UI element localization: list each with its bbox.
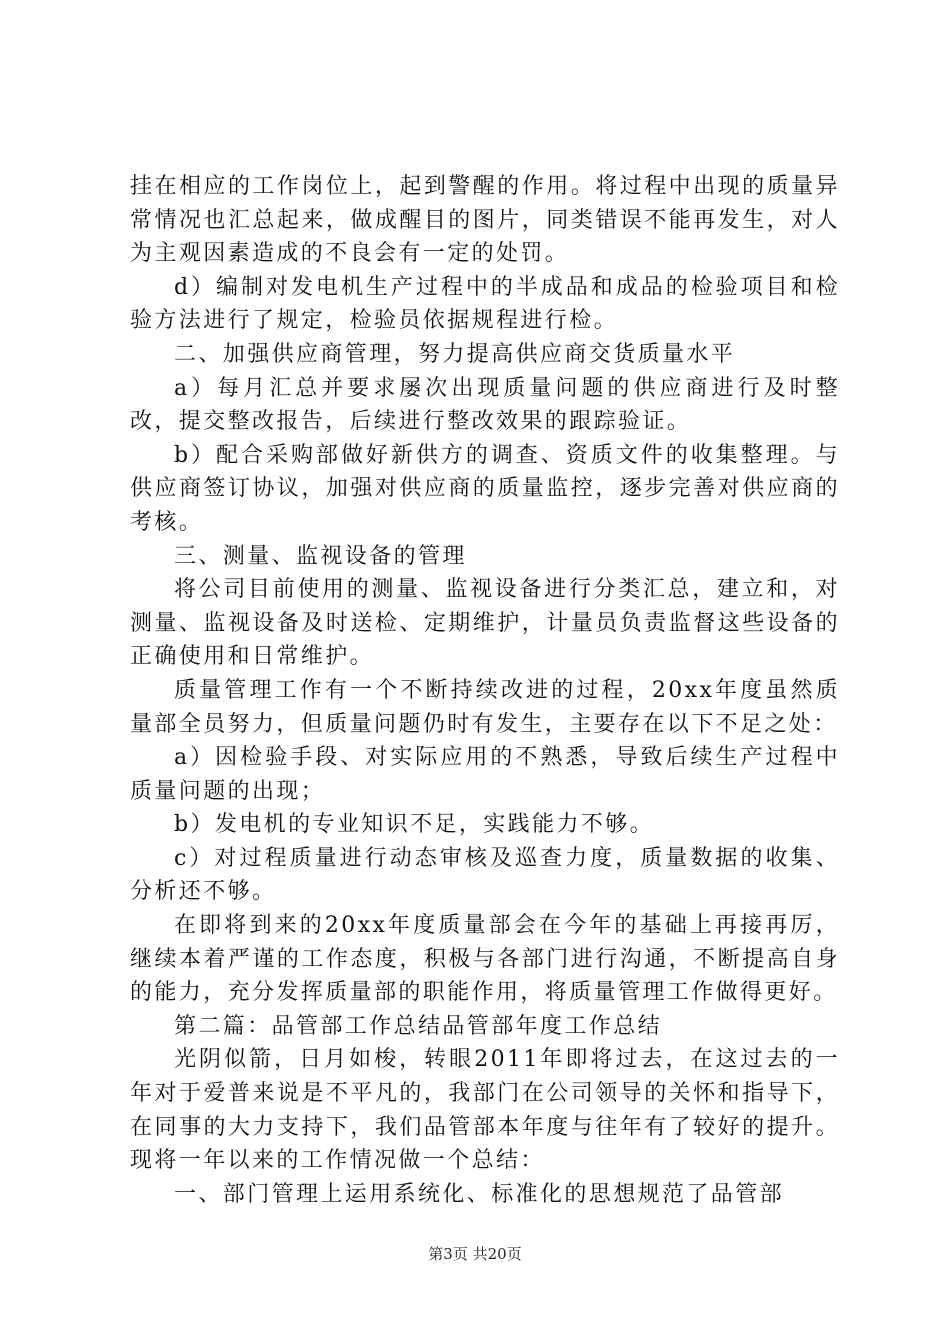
paragraph-3: 二、加强供应商管理，努力提高供应商交货质量水平: [174, 341, 736, 367]
paragraph-15: 一、部门管理上运用系统化、标准化的思想规范了品管部: [174, 1181, 785, 1207]
section-heading: 第二篇：品管部工作总结品管部年度工作总结: [174, 1013, 663, 1039]
paragraph-2: d）编制对发电机生产过程中的半成品和成品的检验项目和检验方法进行了规定，检验员依据规程进行检。: [130, 274, 840, 334]
paragraph-6: 三、测量、监视设备的管理: [174, 543, 467, 569]
paragraph-1: 挂在相应的工作岗位上，起到警醒的作用。将过程中出现的质量异常情况也汇总起来，做成醒目的图片，同类错误不能再发生，对人为主观因素造成的不良会有一定的处罚。: [130, 174, 840, 267]
paragraph-9: a）因检验手段、对实际应用的不熟悉，导致后续生产过程中质量问题的出现；: [130, 745, 840, 804]
paragraph-7: 将公司目前使用的测量、监视设备进行分类汇总，建立和，对测量、监视设备及时送检、定期维护，计量员负责监督这些设备的正确使用和日常维护。: [130, 577, 840, 670]
paragraph-10: b）发电机的专业知识不足，实践能力不够。: [174, 812, 655, 838]
paragraph-4: a）每月汇总并要求屡次出现质量问题的供应商进行及时整改，提交整改报告，后续进行整改效果的跟踪验证。: [130, 375, 840, 435]
paragraph-11: c）对过程质量进行动态审核及巡查力度，质量数据的收集、分析还不够。: [130, 845, 840, 905]
paragraph-8: 质量管理工作有一个不断持续改进的过程，20xx年度虽然质量部全员努力，但质量问题仍时有发生，主要存在以下不足之处：: [130, 677, 840, 737]
paragraph-5: b）配合采购部做好新供方的调查、资质文件的收集整理。与供应商签订协议，加强对供应商的质量监控，逐步完善对供应商的考核。: [130, 442, 840, 535]
paragraph-14: 光阴似箭，日月如梭，转眼2011年即将过去，在这过去的一年对于爱普来说是不平凡的，我部门在公司领导的关怀和指导下，在同事的大力支持下，我们品管部本年度与往年有了较好的提升。现将一年以来的工作情况做一个总结：: [130, 1047, 840, 1174]
paragraph-12: 在即将到来的20xx年度质量部会在今年的基础上再接再厉，继续本着严谨的工作态度，积极与各部门进行沟通，不断提高自身的能力，充分发挥质量部的职能作用，将质量管理工作做得更好。: [130, 913, 840, 1006]
page-number-footer: 第3页 共20页: [428, 1245, 522, 1263]
document-body: [130, 170, 840, 1211]
